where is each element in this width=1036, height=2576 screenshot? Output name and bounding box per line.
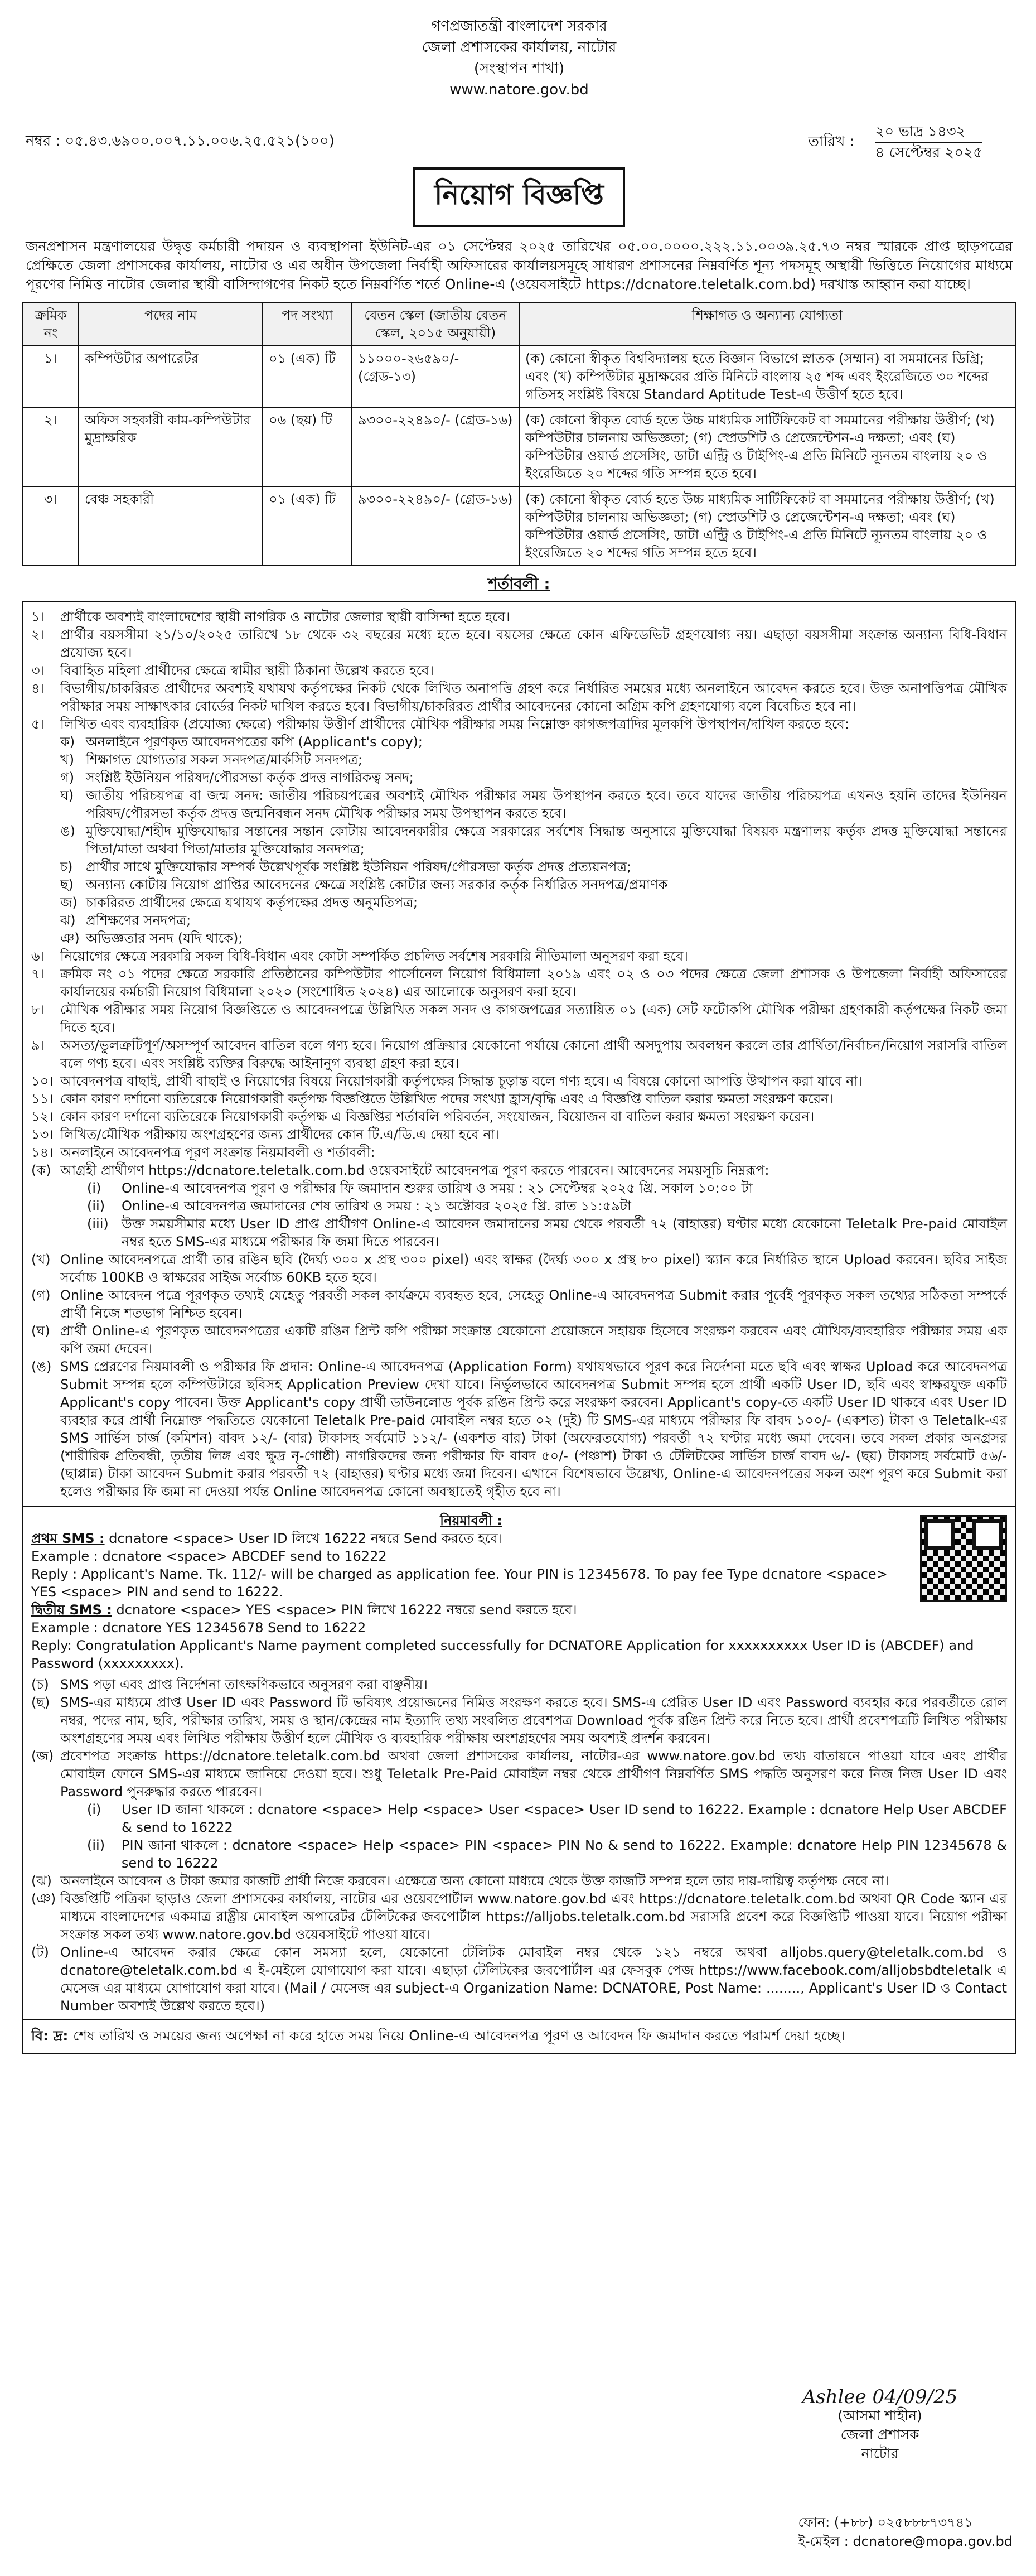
notice-title: নিয়োগ বিজ্ঞপ্তি <box>413 167 625 227</box>
sms-rule-item <box>31 1676 1007 1694</box>
first-sms-label: প্রথম SMS : <box>31 1531 105 1546</box>
online-rule-item-number: (ii) <box>87 1198 105 1214</box>
online-rule-item-text: Online-এ আবেদনপত্র পূরণ ও পরীক্ষার ফি জমাদান শুরুর তারিখ ও সময় : ২১ সেপ্টেম্বর ২০২৫ খ্রি. সকাল ১০:০০ টা <box>122 1180 753 1196</box>
condition-item-number: ১৪। <box>31 1145 54 1160</box>
cell-serial: ৩। <box>23 486 79 566</box>
conditions-title: শর্তাবলী : <box>488 575 550 593</box>
cell-post-name: কম্পিউটার অপারেটর <box>79 346 263 407</box>
condition-item-number: ১২। <box>31 1109 54 1125</box>
online-rule-item <box>31 1358 1007 1501</box>
cell-serial: ২। <box>23 407 79 486</box>
online-rule-item-number: (ক) <box>31 1162 51 1178</box>
condition-item-text: প্রার্থীর বয়সসীমা ২১/১০/২০২৫ তারিখে ১৮ থেকে ৩২ বছরের মধ্যে হতে হবে। বয়সের ক্ষেত্রে কোন এফিডেভিট গ্রহণযোগ্য নয়। এছাড়া বয়সসীমা সংক্রান্ত অন্যান্য বিধি-বিধান প্রযোজ্য হবে। <box>60 627 1007 660</box>
cell-qualification: (ক) কোনো স্বীকৃত বিশ্ববিদ্যালয় হতে বিজ্ঞান বিভাগে স্নাতক (সম্মান) বা সমমানের ডিগ্রি; এবং (খ) কম্পিউটার মুদ্রাক্ষরের প্রতি মিনিটে বাংলায় ২৫ শব্দ এবং ইংরেজিতে ৩০ শব্দের গতিসহ সংশ্লিষ্ট বিষয়ে Standard Aptitude Test-এ উত্তীর্ণ হতে হবে। <box>519 346 1015 407</box>
online-rules-list <box>31 1161 1007 1501</box>
document-item <box>60 894 1007 911</box>
online-rule-item <box>31 1322 1007 1358</box>
signatory-name: (আসমা শাহীন) <box>837 2408 922 2424</box>
document-item <box>60 858 1007 876</box>
notice-title-box <box>22 167 1016 227</box>
document-item-number: খ) <box>60 752 75 768</box>
cell-pay-scale: ৯৩০০-২২৪৯০/- (গ্রেড-১৬) <box>352 407 519 486</box>
condition-item <box>31 608 1007 626</box>
sms-rule-item-number: (ঞ) <box>31 1891 56 1907</box>
col-post-count: পদ সংখ্যা <box>263 302 352 346</box>
memo-number: নম্বর : ০৫.৪৩.৬৯০০.০০৭.১১.০০৬.২৫.৫২১(১০০) <box>26 133 335 149</box>
col-qualification: শিক্ষাগত ও অন্যান্য যোগ্যতা <box>519 302 1015 346</box>
condition-item <box>31 1001 1007 1036</box>
document-item-number: ঘ) <box>60 788 74 803</box>
cell-post-count: ০১ (এক) টি <box>263 346 352 407</box>
first-sms-reply: Reply : Applicant's Name. Tk. 112/- will be charged as application fee. Your PIN is 12345678. To pay fee Type dcnatore <space> YES <space> PIN and send to 16222. <box>31 1566 888 1600</box>
condition-item-number: ১। <box>31 609 45 625</box>
sms-rule-item-text: User ID জানা থাকলে : dcnatore <space> Help <space> User <space> User ID send to 16222. Example : dcnatore Help User ABCDEF & send to 16222 <box>122 1802 1007 1835</box>
sms-rule-item-text: প্রবেশপত্র সংক্রান্ত https://dcnatore.teletalk.com.bd অথবা জেলা প্রশাসকের কার্যালয়, নাটোর-এর www.natore.gov.bd তথ্য বাতায়নে পাওয়া যাবে এবং প্রার্থীর মোবাইল ফোনে SMS-এর মাধ্যমে জানিয়ে দেওয়া হবে। শুধু Teletalk Pre-Paid মোবাইল নম্বর থেকে প্রার্থীগণ নিম্নবর্ণিত SMS পদ্ধতি অনুসরণ করে নিজ নিজ User ID এবং Password পুনরুদ্ধার করতে পারবেন। <box>60 1748 1007 1800</box>
cell-pay-scale: ১১০০০-২৬৫৯০/- (গ্রেড-১৩) <box>352 346 519 407</box>
online-rule-item-number: (i) <box>87 1180 101 1196</box>
sms-rule-item-number: (ii) <box>87 1837 105 1853</box>
contact-phone: ফোন: (+৮৮) ০২৫৮৮৮৭৩৭৪১ <box>798 2515 973 2530</box>
online-rule-item <box>87 1197 1007 1215</box>
online-rule-item-text: Online-এ আবেদনপত্র জমাদানের শেষ তারিখ ও সময় : ২১ অক্টোবর ২০২৫ খ্রি. রাত ১১:৫৯টা <box>122 1198 631 1214</box>
document-item-text: প্রার্থীর সাথে মুক্তিযোদ্ধার সম্পর্ক উল্লেখপূর্বক সংশ্লিষ্ট ইউনিয়ন পরিষদ/পৌরসভা কর্তৃক প্রদত্ত প্রত্যয়নপত্র; <box>86 859 632 875</box>
col-serial: ক্রমিক নং <box>23 302 79 346</box>
condition-item-text: নিয়োগের ক্ষেত্রে সরকারি সকল বিধি-বিধান এবং কোটা সম্পর্কিত প্রচলিত সর্বশেষ সরকারি নীতিমালা অনুসরণ করা হবে। <box>60 948 688 964</box>
govt-name: গণপ্রজাতন্ত্রী বাংলাদেশ সরকার <box>431 18 607 35</box>
document-item <box>60 929 1007 947</box>
sms-rules-title: নিয়মাবলী : <box>440 1513 502 1528</box>
sms-rule-item-text: Online-এ আবেদন করার ক্ষেত্রে কোন সমস্যা হলে, যেকোনো টেলিটক মোবাইল নম্বর থেকে ১২১ নম্বরে অথবা alljobs.query@teletalk.com.bd ও dcnatore@teletalk.com.bd এ ই-মেইলে যোগাযোগ করা যাবে। এছাড়া টেলিটকের জবপোর্টাল এর ফেসবুক পেজ https://www.facebook.com/alljobsbdteletalk এ মেসেজ এর মাধ্যমে যোগাযোগ করা যাবে। (Mail / মেসেজ এর subject-এ Organization Name: DCNATORE, Post Name: ........, Applicant's User ID ও Contact Number অবশ্যই উল্লেখ করতে হবে।) <box>60 1945 1007 2014</box>
online-rule-item-text: SMS প্রেরণের নিয়মাবলী ও পরীক্ষার ফি প্রদান: Online-এ আবেদনপত্র (Application Form) যথাযথভাবে পূরণ করে নির্দেশনা মতে ছবি এবং স্বাক্ষর Upload করে আবেদনপত্র Submit সম্পন্ন হলে কম্পিউটারে ছবিসহ Application Preview দেখা যাবে। নির্ভুলভাবে আবেদনপত্র Submit সম্পন্ন হলে প্রার্থী একটি User ID, ছবি এবং স্বাক্ষরযুক্ত একটি Applicant's copy পাবেন। উক্ত Applicant's copy প্রার্থী ডাউনলোড পূর্বক রঙিন প্রিন্ট করে সংরক্ষণ করবেন। Applicant's copy-তে একটি User ID থাকবে এবং User ID ব্যবহার করে প্রার্থী নিম্নোক্ত পদ্ধতিতে যেকোনো Teletalk Pre-paid মোবাইল নম্বর হতে ০২ (দুই) টি SMS-এর মাধ্যমে পরীক্ষার ফি বাবদ ১০০/- (একশত) টাকা ও Teletalk-এর SMS সার্ভিস চার্জ (কমিশন) বাবদ ১২/- (বার) টাকাসহ সর্বমোট ১১২/- (একশত বার) টাকা (অফেরতযোগ্য) পরবর্তী ৭২ ঘণ্টার মধ্যে জমা দেবেন। তবে সকল প্রকার অনগ্রসর (শারীরিক প্রতিবন্ধী, তৃতীয় লিঙ্গ এবং ক্ষুদ্র নৃ-গোষ্ঠী) নাগরিকদের জন্য পরীক্ষার ফি বাবদ ৫০/- (পঞ্চাশ) টাকা ও টেলিটকের সার্ভিস চার্জ বাবদ ৬/- (ছয়) টাকাসহ সর্বমোট ৫৬/- (ছাপ্পান্ন) টাকা আবেদন Submit করার পরবর্তী ৭২ (বাহাত্তর) ঘণ্টার মধ্যে জমা দিবেন। এখানে বিশেষভাবে উল্লেখ্য, Online-এ আবেদনপত্রের সকল অংশ পূরণ করে Submit করা হলেও পরীক্ষার ফি জমা না দেওয়া পর্যন্ত Online আবেদনপত্র কোনো অবস্থাতেই গৃহীত হবে না। <box>60 1359 1007 1499</box>
document-item-text: অনলাইনে পূরণকৃত আবেদনপত্রের কপি (Applicant's copy); <box>86 734 423 750</box>
document-item-number: ছ) <box>60 877 74 893</box>
condition-item <box>31 626 1007 662</box>
conditions-list <box>31 608 1007 733</box>
sms-rule-item <box>87 1836 1007 1872</box>
second-sms-example: Example : dcnatore YES 12345678 Send to 16222 <box>31 1620 366 1636</box>
document-item <box>60 769 1007 787</box>
sms-rule-item <box>31 1943 1007 2015</box>
document-item-text: প্রশিক্ষণের সনদপত্র; <box>86 913 191 928</box>
condition-item-text: আবেদনপত্র বাছাই, প্রার্থী বাছাই ও নিয়োগের বিষয়ে নিয়োগকারী কর্তৃপক্ষের সিদ্ধান্ত চূড়ান্ত বলে গণ্য হবে। এ বিষয়ে কোনো আপত্তি উত্থাপন করা যাবে না। <box>60 1073 863 1089</box>
table-row <box>23 486 1015 566</box>
online-rule-item <box>31 1286 1007 1322</box>
sms-rule-item-number: (ঝ) <box>31 1873 52 1889</box>
condition-item-number: ১১। <box>31 1091 54 1107</box>
condition-item-text: বিবাহিত মহিলা প্রার্থীদের ক্ষেত্রে স্বামীর স্থায়ী ঠিকানা উল্লেখ করতে হবে। <box>60 663 434 678</box>
contact-email: ই-মেইল : dcnatore@mopa.gov.bd <box>798 2534 1013 2549</box>
condition-item-number: ৯। <box>31 1038 45 1053</box>
cell-post-name: বেঞ্চ সহকারী <box>79 486 263 566</box>
online-rule-item <box>87 1179 1007 1197</box>
handwritten-signature: Ashlee 04/09/25 <box>802 2386 958 2408</box>
bengali-date: ২০ ভাদ্র ১৪৩২ <box>875 122 982 143</box>
document-item-text: অভিজ্ঞতার সনদ (যদি থাকে); <box>86 930 243 946</box>
memo-date <box>808 122 982 163</box>
sms-rule-item-text: SMS-এর মাধ্যমে প্রাপ্ত User ID এবং Password টি ভবিষ্যৎ প্রয়োজনের নিমিত্ত সংরক্ষণ করতে হবে। SMS-এ প্রেরিত User ID এবং Password ব্যবহার করে পরবর্তীতে রোল নম্বর, পদের নাম, ছবি, পরীক্ষার তারিখ, সময় ও স্থান/কেন্দ্রের নাম ইত্যাদি তথ্য সংবলিত প্রবেশপত্র Download পূর্বক রঙিন প্রিন্ট করে নিতে হবে। প্রার্থী প্রবেশপত্রটি লিখিত পরীক্ষায় অংশগ্রহণের সময় এবং লিখিত পরীক্ষায় উত্তীর্ণ হলে মৌখিক ও ব্যবহারিক পরীক্ষায় অংশগ্রহণের সময় অবশ্যই প্রদর্শন করবেন। <box>60 1695 1007 1746</box>
document-item <box>60 751 1007 769</box>
posts-table <box>22 302 1016 566</box>
document-item <box>60 911 1007 929</box>
conditions-list-2 <box>31 947 1007 1161</box>
condition-item-text: কোন কারণ দর্শানো ব্যতিরেকে নিয়োগকারী কর্তৃপক্ষ এ বিজ্ঞপ্তির শর্তাবলি পরিবর্তন, সংযোজন, বিয়োজন বা বাতিল করার ক্ষমতা সংরক্ষণ করেন। <box>60 1109 815 1125</box>
condition-item-number: ৪। <box>31 681 45 696</box>
document-item-number: ঙ) <box>60 823 75 839</box>
date-label: তারিখ : <box>808 133 855 150</box>
condition-item <box>31 679 1007 715</box>
condition-item <box>31 715 1007 733</box>
condition-item <box>31 947 1007 965</box>
office-name: জেলা প্রশাসকের কার্যালয়, নাটোর <box>422 39 617 56</box>
first-sms-example: Example : dcnatore <space> ABCDEF send to 16222 <box>31 1549 387 1564</box>
english-date: ৪ সেপ্টেম্বর ২০২৫ <box>875 144 982 161</box>
document-item-text: সংশ্লিষ্ট ইউনিয়ন পরিষদ/পৌরসভা কর্তৃক প্রদত্ত নাগরিকত্ব সনদ; <box>86 770 414 785</box>
condition-item <box>31 1090 1007 1108</box>
contact-block <box>798 2513 1013 2551</box>
documents-list <box>31 733 1007 947</box>
condition-item <box>31 1126 1007 1144</box>
document-item-number: গ) <box>60 770 75 785</box>
sms-rule-item-text: SMS পড়া এবং প্রাপ্ত নির্দেশনা তাৎক্ষণিকভাবে অনুসরণ করা বাঞ্ছনীয়। <box>60 1677 428 1692</box>
col-pay-scale: বেতন স্কেল (জাতীয় বেতন স্কেল, ২০১৫ অনুযায়ী) <box>352 302 519 346</box>
intro-paragraph: জনপ্রশাসন মন্ত্রণালয়ের উদ্বৃত্ত কর্মচারী পদায়ন ও ব্যবস্থাপনা ইউনিট-এর ০১ সেপ্টেম্বর ২০২৫ তারিখের ০৫.০০.০০০০.২২২.১১.০০৩৯.২৫.৭৩ নম্বর স্মারকে প্রাপ্ত ছাড়পত্রের প্রেক্ষিতে জেলা প্রশাসকের কার্যালয়, নাটোর ও এর অধীন উপজেলা নির্বাহী অফিসারের কার্যালয়সমূহে সাধারণ প্রশাসনের নিম্নবর্ণিত শূন্য পদসমূহ অস্থায়ী ভিত্তিতে নিয়োগের মাধ্যমে পূরণের নিমিত্ত নাটোর জেলার স্থায়ী বাসিন্দাগণের নিকট হতে নিম্নবর্ণিত শর্তে Online-এ (ওয়েবসাইটে https://dcnatore.teletalk.com.bd) দরখাস্ত আহ্বান করা যাচ্ছে। <box>26 238 1013 292</box>
condition-item <box>31 1144 1007 1161</box>
condition-item-text: মৌখিক পরীক্ষার সময় নিয়োগ বিজ্ঞপ্তিতে ও আবেদনপত্রে উল্লিখিত সকল সনদ ও কাগজপত্রের সত্যায়িত ০১ (এক) সেট ফটোকপি মৌখিক পরীক্ষা গ্রহণকারী কর্তৃপক্ষের নিকট জমা দিতে হবে। <box>60 1002 1007 1035</box>
online-rule-item-number: (ঙ) <box>31 1359 52 1374</box>
first-sms-text: dcnatore <space> User ID লিখে 16222 নম্বরে Send করতে হবে। <box>109 1531 503 1546</box>
sms-rule-item-number: (জ) <box>31 1748 54 1764</box>
condition-item-number: ৩। <box>31 663 45 678</box>
online-rule-item <box>31 1251 1007 1286</box>
online-rule-item-text: প্রার্থী Online-এ পূরণকৃত আবেদনপত্রের একটি রঙিন প্রিন্ট কপি পরীক্ষা সংক্রান্ত যেকোনো প্রয়োজনে সহায়ক হিসেবে সংরক্ষণ করবেন এবং মৌখিক/ব্যবহারিক পরীক্ষার সময় এক কপি জমা দেবেন। <box>60 1323 1007 1357</box>
condition-item-number: ৭। <box>31 966 45 982</box>
office-website: www.natore.gov.bd <box>449 81 589 98</box>
document-item-number: চ) <box>60 859 73 875</box>
document-item-number: ক) <box>60 734 75 750</box>
footnote-label: বি: দ্র: <box>31 2028 69 2044</box>
condition-item-number: ৮। <box>31 1002 45 1017</box>
document-item-text: চাকরিরত প্রার্থীদের ক্ষেত্রে যথাযথ কর্তৃপক্ষের প্রদত্ত অনুমতিপত্র; <box>86 895 418 910</box>
condition-item-text: বিভাগীয়/চাকরিরত প্রার্থীদের অবশ্যই যথাযথ কর্তৃপক্ষের নিকট থেকে লিখিত অনাপত্তি গ্রহণ করে নির্ধারিত সময়ের মধ্যে অনলাইনে আবেদন করতে হবে। উক্ত অনাপত্তিপত্র মৌখিক পরীক্ষার সময় সাক্ষাৎকার বোর্ডের নিকট দাখিল করতে হবে। বিভাগীয়/চাকরিরত প্রার্থীর আবেদনের কোনো অগ্রিম কপি গ্রহণযোগ্য বলে বিবেচিত হবে না। <box>60 681 1007 714</box>
office-header <box>22 16 1016 100</box>
signature-block <box>763 2387 997 2463</box>
condition-item-text: প্রার্থীকে অবশ্যই বাংলাদেশের স্থায়ী নাগরিক ও নাটোর জেলার স্থায়ী বাসিন্দা হতে হবে। <box>60 609 510 625</box>
cell-post-count: ০৬ (ছয়) টি <box>263 407 352 486</box>
section-name: (সংস্থাপন শাখা) <box>473 60 565 77</box>
sms-rule-item-text: অনলাইনে আবেদন ও টাকা জমার কাজটি প্রার্থী নিজে করবেন। এক্ষেত্রে অন্য কোনো মাধ্যমে থেকে উক্ত কাজটি সম্পন্ন হলে তার দায়-দায়িত্ব কর্তৃপক্ষ নেবে না। <box>60 1873 889 1889</box>
qr-code-icon <box>920 1515 1007 1602</box>
online-rule-item-text: আগ্রহী প্রার্থীগণ https://dcnatore.teletalk.com.bd ওয়েবসাইটে আবেদনপত্র পূরণ করতে পারবেন। আবেদনের সময়সূচি নিম্নরূপ: <box>60 1162 769 1178</box>
online-rule-item <box>87 1215 1007 1251</box>
document-item <box>60 787 1007 822</box>
signatory-designation: জেলা প্রশাসক <box>840 2427 919 2443</box>
cell-qualification: (ক) কোনো স্বীকৃত বোর্ড হতে উচ্চ মাধ্যমিক সার্টিফিকেট বা সমমানের পরীক্ষায় উত্তীর্ণ; (খ) কম্পিউটার চালনায় অভিজ্ঞতা; (গ) স্প্রেডশিট ও প্রেজেন্টেশন-এ দক্ষতা; এবং (ঘ) কম্পিউটার ওয়ার্ড প্রসেসিং, ডাটা এন্ট্রি ও টাইপিং-এ প্রতি মিনিটে ন্যূনতম বাংলায় ২০ ও ইংরেজিতে ২০ শব্দের গতি সম্পন্ন হতে হবে। <box>519 486 1015 566</box>
memo-line <box>22 100 1016 167</box>
document-item-number: জ) <box>60 895 78 910</box>
online-rule-item-number: (গ) <box>31 1287 51 1303</box>
document-item-text: জাতীয় পরিচয়পত্র বা জন্ম সনদ: জাতীয় পরিচয়পত্রের অবশ্যই মৌখিক পরীক্ষার সময় উপস্থাপন করতে হবে। তবে যাদের জাতীয় পরিচয়পত্র এখনও হয়নি তাদের ইউনিয়ন পরিষদ/পৌরসভা কর্তৃক প্রদত্ত জন্মনিবন্ধন সনদ মৌখিক পরীক্ষার সময় উপস্থাপন করতে হবে। <box>86 788 1007 821</box>
condition-item-number: ১০। <box>31 1073 54 1089</box>
more-rules-list <box>31 1676 1007 2015</box>
sms-rule-item-number: (চ) <box>31 1677 49 1692</box>
document-item-text: শিক্ষাগত যোগ্যতার সকল সনদপত্র/মার্কসিট সনদপত্র; <box>86 752 363 768</box>
sms-rule-item <box>31 1694 1007 1747</box>
sms-rule-item-text: PIN জানা থাকলে : dcnatore <space> Help <space> PIN <space> PIN No & send to 16222. Example: dcnatore Help PIN 12345678 & send to 16222 <box>122 1837 1007 1871</box>
first-sms <box>31 1530 1007 1547</box>
condition-item-text: লিখিত/মৌখিক পরীক্ষায় অংশগ্রহণের জন্য প্রার্থীদের কোন টি.এ/ডি.এ দেয়া হবে না। <box>60 1127 500 1142</box>
condition-item <box>31 1036 1007 1072</box>
second-sms-reply: Reply: Congratulation Applicant's Name payment completed successfully for DCNATORE Application for xxxxxxxxxx User ID is (ABCDEF) and Password (xxxxxxxxx). <box>31 1638 974 1671</box>
condition-item <box>31 1108 1007 1126</box>
sms-rule-item <box>31 1890 1007 1943</box>
document-item <box>60 822 1007 858</box>
signatory-place: নাটোর <box>861 2445 899 2462</box>
sms-rule-item-number: (ছ) <box>31 1695 50 1710</box>
sms-rule-item-number: (ট) <box>31 1945 49 1960</box>
cell-post-count: ০১ (এক) টি <box>263 486 352 566</box>
condition-item-text: অনলাইনে আবেদনপত্র পূরণ সংক্রান্ত নিয়মাবলী ও শর্তাবলী: <box>60 1145 375 1160</box>
document-item <box>60 733 1007 751</box>
table-header-row <box>23 302 1015 346</box>
condition-item-number: ১৩। <box>31 1127 54 1142</box>
online-rule-item-number: (iii) <box>87 1216 109 1232</box>
online-rule-item <box>31 1161 1007 1179</box>
condition-item-text: ক্রমিক নং ০১ পদের ক্ষেত্রে সরকারি প্রতিষ্ঠানের কম্পিউটার পার্সোনেল নিয়োগ বিধিমালা ২০১৯ এবং ০২ ও ০৩ পদের ক্ষেত্রে জেলা প্রশাসক ও উপজেলা নির্বাহী অফিসারের কার্যালয়ের কর্মচারী নিয়োগ বিধিমালা ২০২০ (সংশোধিত ২০২৪) এর আলোকে অনুসরণ করা হবে। <box>60 966 1007 1000</box>
document-item <box>60 876 1007 894</box>
condition-item-number: ৬। <box>31 948 45 964</box>
second-sms-label: দ্বিতীয় SMS : <box>31 1602 112 1618</box>
cell-post-name: অফিস সহকারী কাম-কম্পিউটার মুদ্রাক্ষরিক <box>79 407 263 486</box>
condition-item <box>31 1072 1007 1090</box>
document-item-number: ঞ) <box>60 930 80 946</box>
online-rule-item-text: Online আবেদন পত্রে পূরণকৃত তথ্যই যেহেতু পরবর্তী সকল কার্যক্রমে ব্যবহৃত হবে, সেহেতু Online-এ আবেদনপত্র Submit করার পূর্বেই পূরণকৃত সকল তথ্যের সঠিকতা সম্পর্কে প্রার্থী নিজে শতভাগ নিশ্চিত হবেন। <box>60 1287 1007 1321</box>
cell-serial: ১। <box>23 346 79 407</box>
sms-rules-box <box>22 1507 1016 2020</box>
second-sms <box>31 1601 1007 1619</box>
sms-rule-item <box>31 1872 1007 1890</box>
sms-rule-item-number: (i) <box>87 1802 101 1817</box>
condition-item-text: কোন কারণ দর্শানো ব্যতিরেকে নিয়োগকারী কর্তৃপক্ষ বিজ্ঞপ্তিতে উল্লিখিত পদের সংখ্যা হ্রাস/বৃদ্ধি এবং এ বিজ্ঞপ্তি বাতিল করার ক্ষমতা সংরক্ষণ করেন। <box>60 1091 834 1107</box>
col-post-name: পদের নাম <box>79 302 263 346</box>
online-rule-item-text: উক্ত সময়সীমার মধ্যে User ID প্রাপ্ত প্রার্থীগণ Online-এ আবেদন জমাদানের সময় থেকে পরবর্তী ৭২ (বাহাত্তর) ঘণ্টার মধ্যে যেকোনো Teletalk Pre-paid মোবাইল নম্বর হতে SMS-এর মাধ্যমে পরীক্ষার ফি জমা দিতে পারবেন। <box>122 1216 1007 1250</box>
footnote-text: শেষ তারিখ ও সময়ের জন্য অপেক্ষা না করে হাতে সময় নিয়ে Online-এ আবেদনপত্র পূরণ ও আবেদন ফি জমাদান করতে পরামর্শ দেয়া হচ্ছে। <box>73 2028 845 2044</box>
cell-qualification: (ক) কোনো স্বীকৃত বোর্ড হতে উচ্চ মাধ্যমিক সার্টিফিকেট বা সমমানের পরীক্ষায় উত্তীর্ণ; (খ) কম্পিউটার চালনায় অভিজ্ঞতা; (গ) স্প্রেডশিট ও প্রেজেন্টেশন-এ দক্ষতা; এবং (ঘ) কম্পিউটার ওয়ার্ড প্রসেসিং, ডাটা এন্ট্রি ও টাইপিং-এ প্রতি মিনিটে ন্যূনতম বাংলায় ২০ ও ইংরেজিতে ২০ শব্দের গতি সম্পন্ন হতে হবে। <box>519 407 1015 486</box>
conditions-box <box>22 601 1016 1507</box>
online-rule-item-number: (ঘ) <box>31 1323 50 1339</box>
sms-rule-item <box>31 1747 1007 1801</box>
condition-item <box>31 965 1007 1001</box>
table-row <box>23 407 1015 486</box>
document-item-text: অন্যান্য কোটায় নিয়োগ প্রাপ্তির আবেদনের ক্ষেত্রে সংশ্লিষ্ট কোটার জন্য সরকার কর্তৃক নির্ধারিত সনদপত্র/প্রমাণক <box>86 877 668 893</box>
footnote <box>22 2020 1016 2054</box>
sms-rule-item-text: বিজ্ঞপ্তিটি পত্রিকা ছাড়াও জেলা প্রশাসকের কার্যালয়, নাটোর এর ওয়েবপোর্টাল www.natore.gov.bd এবং https://dcnatore.teletalk.com.bd অথবা QR Code স্ক্যান এর মাধ্যমে বাংলাদেশের একমাত্র রাষ্ট্রীয় মোবাইল অপারেটর টেলিটকের জবপোর্টাল https://alljobs.teletalk.com.bd সরাসরি প্রবেশ করে বিজ্ঞপ্তিটি পাওয়া যাবে। নিয়োগ পরীক্ষা সংক্রান্ত সকল তথ্য www.natore.gov.bd ওয়েবসাইটে পাওয়া যাবে। <box>60 1891 1007 1942</box>
document-item-number: ঝ) <box>60 913 76 928</box>
document-item-text: মুক্তিযোদ্ধা/শহীদ মুক্তিযোদ্ধার সন্তানের সন্তান কোটায় আবেদনকারীর ক্ষেত্রে সরকারের সর্বশেষ সিদ্ধান্ত অনুসারে মুক্তিযোদ্ধা বিষয়ক মন্ত্রণালয় কর্তৃক প্রদত্ত মুক্তিযোদ্ধা সন্তানের পিতা/মাতা অথবা পিতা/মাতার মুক্তিযোদ্ধার সনদপত্র; <box>86 823 1007 857</box>
online-rule-item-text: Online আবেদনপত্রে প্রার্থী তার রঙিন ছবি (দৈর্ঘ্য ৩০০ x প্রস্থ ৩০০ pixel) এবং স্বাক্ষর (দৈর্ঘ্য ৩০০ x প্রস্থ ৮০ pixel) স্ক্যান করে নির্ধারিত স্থানে Upload করবেন। ছবির সাইজ সর্বোচ্চ 100KB ও স্বাক্ষরের সাইজ সর্বোচ্চ 60KB হতে হবে। <box>60 1252 1007 1285</box>
condition-item <box>31 662 1007 679</box>
condition-item-number: ৫। <box>31 716 45 732</box>
second-sms-text: dcnatore <space> YES <space> PIN লিখে 16222 নম্বরে send করতে হবে। <box>116 1602 577 1618</box>
sms-rule-item <box>87 1801 1007 1836</box>
condition-item-text: লিখিত এবং ব্যবহারিক (প্রযোজ্য ক্ষেত্রে) পরীক্ষায় উত্তীর্ণ প্রার্থীদের মৌখিক পরীক্ষার সময় নিম্নোক্ত কাগজপত্রাদির মূলকপি উপস্থাপন/দাখিল করতে হবে: <box>60 716 849 732</box>
table-row <box>23 346 1015 407</box>
condition-item-text: অসত্য/ভুলত্রুটিপূর্ণ/অসম্পূর্ণ আবেদন বাতিল বলে গণ্য হবে। নিয়োগ প্রক্রিয়ার যেকোনো পর্যায়ে কোনো প্রার্থী অসদুপায় অবলম্বন করলে তার প্রার্থিতা/নির্বাচন/নিয়োগ সরাসরি বাতিল বলে গণ্য হবে। এবং সংশ্লিষ্ট ব্যক্তির বিরুদ্ধে আইনানুগ ব্যবস্থা গ্রহণ করা হবে। <box>60 1038 1007 1071</box>
cell-pay-scale: ৯৩০০-২২৪৯০/- (গ্রেড-১৬) <box>352 486 519 566</box>
online-rule-item-number: (খ) <box>31 1252 51 1267</box>
condition-item-number: ২। <box>31 627 45 643</box>
